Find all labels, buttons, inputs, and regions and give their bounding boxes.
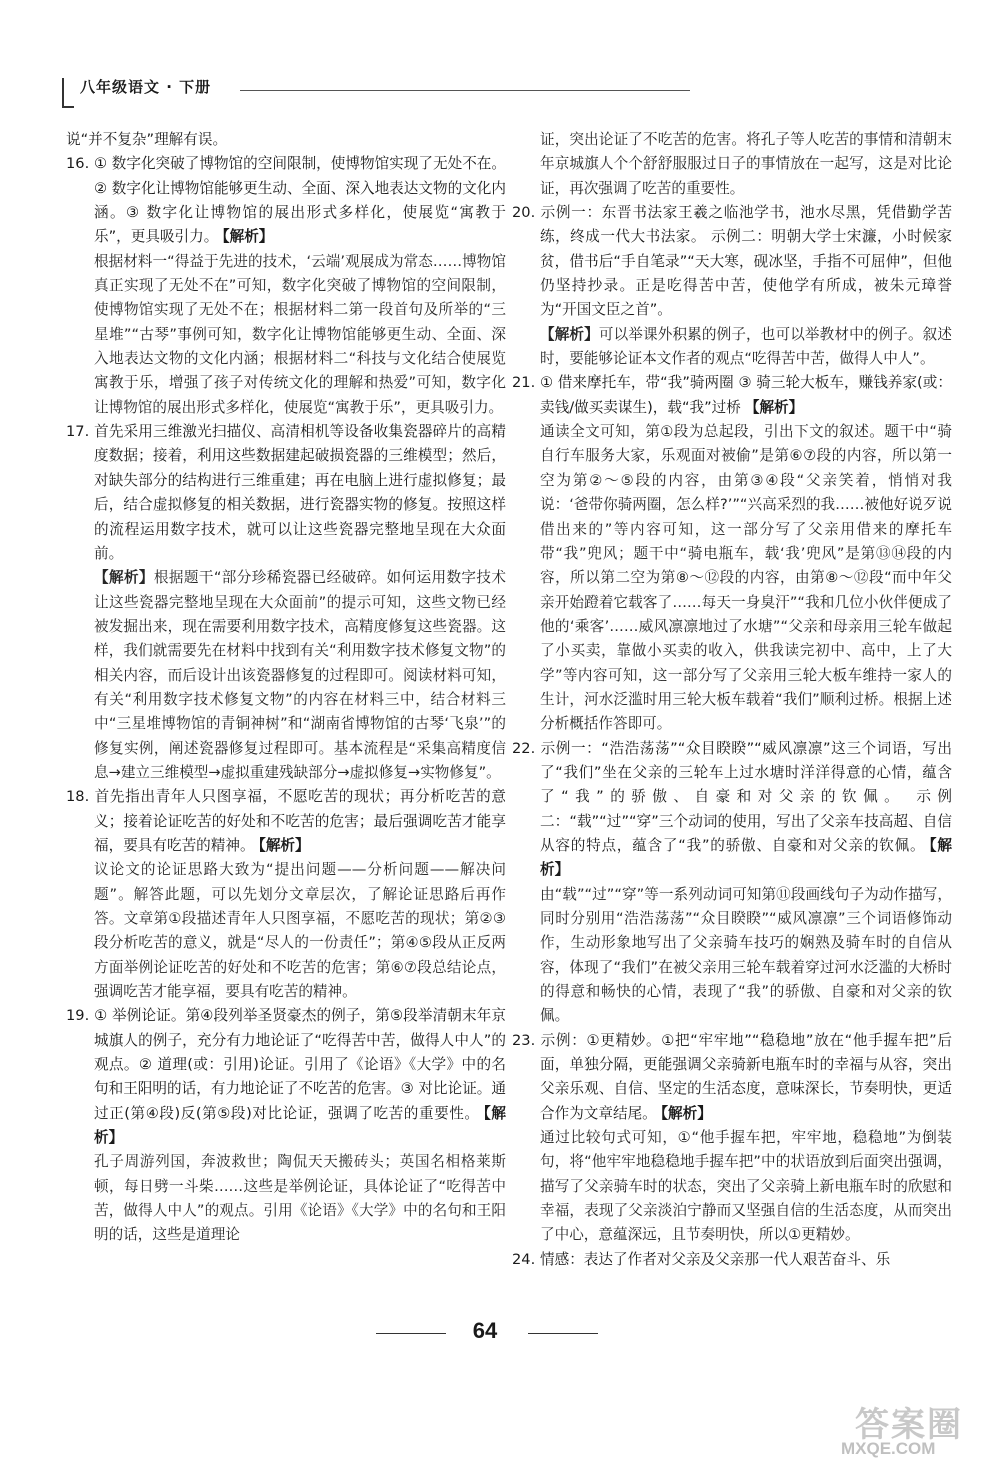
analysis-21: 通读全文可知，第①段为总起段，引出下文的叙述。题干中“骑自行车服务大家，乐观面对被偷”是第⑥⑦段的内容，所以第一空为第②～⑤段的内容，由第③④段“父亲笑着，悄悄对我说：‘爸带你骑两圈，怎么样?’”“兴高采烈的我……被他好说歹说借出来的”等内容可知，这一部分写了父亲用借来的摩托车带“我”兜风；题干中“骑电瓶车，载‘我’兜风”是第⑬⑭段的内容，所以第二空为第⑧～⑫段的内容，由第⑧～⑫段“而中年父亲开始蹬着它载客了……每天一身臭汗”“我和几位小伙伴便成了他的‘乘客’……威风凛凛地过了水塘”“父亲和母亲用三轮车做起了小买卖，靠做小买卖的收入，供我读完初中、高中，上了大学”等内容可知，这一部分写了父亲用三轮大板车维持一家人的生计，河水泛滥时用三轮大板车载着“我们”顺利过桥。根据上述分析概括作答即可。: [540, 423, 952, 733]
answer-text: ① 借来摩托车，带“我”骑两圈 ③ 骑三轮大板车，赚钱养家(或：卖钱/做买卖谋生)，载“我”过桥: [540, 374, 952, 416]
footer-rule-left: [376, 1333, 446, 1334]
answer-19: [66, 1004, 506, 1150]
analysis-tag: 【解析】: [94, 569, 154, 587]
analysis-tag: 【解析】: [222, 228, 274, 246]
answer-text: 示例：①更精妙。①把“牢牢地”“稳稳地”放在“他手握车把”后面，单独分隔，更能强调父亲骑新电瓶车时的幸福与从容，突出父亲乐观、自信、坚定的生活态度，意味深长，节奏明快，更适合作为文章结尾。: [540, 1031, 952, 1122]
analysis-23: 通过比较句式可知，①“他手握车把，牢牢地，稳稳地”为倒装句，将“他牢牢地稳稳地手握车把”中的状语放到后面突出强调，描写了父亲骑车时的状态，突出了父亲骑上新电瓶车时的欣慰和幸福，表现了父亲淡泊宁静而又坚强自信的生活态度，从而突出了中心，意蕴深远，且节奏明快，所以①更精妙。: [540, 1129, 952, 1244]
analysis-16: 根据材料一“得益于先进的技术，‘云端’观展成为常态……博物馆真正实现了无处不在”可知，数字化突破了博物馆的空间限制，使博物馆实现了无处不在；根据材料二第一段首句及所举的“三星堆”“古琴”事例可知，数字化让博物馆能够更生动、全面、深入地表达文物的文化内涵；根据材料二“科技与文化结合使展览寓教于乐，增强了孩子对传统文化的理解和热爱”可知，数字化让博物馆的展出形式多样化，使展览“寓教于乐”，更具吸引力。: [94, 252, 506, 416]
analysis-20: [512, 323, 952, 372]
question-number: 23.: [512, 1031, 536, 1049]
carryover-text: 说“并不复杂”理解有误。: [66, 131, 228, 148]
answer-22: [512, 737, 952, 883]
question-number: 20.: [512, 204, 536, 222]
analysis-tag: 【解析】: [258, 836, 310, 854]
analysis-19: 孔子周游列国，奔波救世；陶侃天天搬砖头；英国名相格莱斯顿，每日劈一斗柴……这些是举例论证，具体论证了“吃得苦中苦，做得人中人”的观点。引用《论语》《大学》中的名句和王阳明的话，这些是道理论: [94, 1153, 506, 1244]
answer-17: [66, 420, 506, 566]
analysis-text: 可以举课外积累的例子，也可以举教材中的例子。叙述时，要能够论证本文作者的观点“吃得苦中苦，做得人中人”。: [540, 325, 952, 368]
footer-rule-right: [528, 1333, 598, 1334]
watermark-url: MXQE.COM: [841, 1439, 936, 1458]
analysis-tag: 【解析】: [540, 836, 952, 879]
question-number: 17.: [66, 423, 90, 441]
answer-23: [512, 1029, 952, 1126]
header-title: 八年级语文 · 下册: [80, 78, 212, 96]
analysis-text: 根据题干“部分珍稀瓷器已经破碎。如何运用数字技术让这些瓷器完整地呈现在大众面前”的提示可知，这些文物已经被发掘出来，现在需要利用数字技术，高精度修复这些瓷器。这样，我们就需要先在材料中找到有关“利用数字技术修复文物”的相关内容，而后设计出该瓷器修复的过程即可。阅读材料可知，有关“利用数字技术修复文物”的内容在材料三中，结合材料三中“三星堆博物馆的青铜神树”和“湖南省博物馆的古琴‘飞泉’”的修复实例，阐述瓷器修复过程即可。基本流程是“采集高精度信息→建立三维模型→虚拟重建残缺部分→虚拟修复→实物修复”。: [94, 569, 506, 781]
analysis-tag: 【解析】: [540, 325, 599, 343]
analysis-17: [66, 566, 506, 785]
watermark: [835, 1395, 995, 1465]
question-number: 16.: [66, 155, 90, 173]
left-column: [66, 128, 506, 1248]
answer-text: ① 举例论证。第④段列举圣贤豪杰的例子，第⑤段举清朝末年京城旗人的例子，充分有力地论证了“吃得苦中苦，做得人中人”的观点。② 道理(或：引用)论证。引用了《论语》《大学》中的名句和王阳明的话，有力地论证了不吃苦的危害。③ 对比论证。通过正(第④段)反(第⑤段)对比论证，强调了吃苦的重要性。: [94, 1007, 506, 1122]
analysis-tag: 【解析】: [660, 1104, 712, 1122]
answer-21: [512, 371, 952, 420]
answer-text: ① 数字化突破了博物馆的空间限制，使博物馆实现了无处不在。② 数字化让博物馆能够更生动、全面、深入地表达文物的文化内涵。③ 数字化让博物馆的展出形式多样化，使展览“寓教于乐”，更具吸引力。: [94, 155, 506, 246]
answer-20: [512, 201, 952, 323]
question-number: 24.: [512, 1250, 536, 1268]
analysis-tag: 【解析】: [94, 1104, 506, 1147]
page-footer: [0, 1318, 1000, 1348]
question-number: 21.: [512, 374, 536, 392]
watermark-logo: 答案圈: [855, 1405, 963, 1445]
answer-24: [512, 1248, 952, 1272]
header-rule: [240, 90, 690, 91]
answer-text: 情感：表达了作者对父亲及父亲那一代人艰苦奋斗、乐: [540, 1250, 891, 1268]
analysis-tag: 【解析】: [744, 398, 804, 416]
header-bracket: [62, 78, 74, 108]
answer-text: 示例一：东晋书法家王羲之临池学书，池水尽黑，凭借勤学苦练，终成一代大书法家。 示例二：明朝大学士宋濂，小时候家贫，借书后“手自笔录”“天大寒，砚冰坚，手指不可屈伸”，但他仍坚持抄录。正是吃得苦中苦，使他学有所成，被朱元璋誉为“开国文臣之首”。: [540, 204, 952, 319]
page-number: 64: [472, 1318, 498, 1343]
carryover-analysis: 证，突出论证了不吃苦的危害。将孔子等人吃苦的事情和清朝末年京城旗人个个舒舒服服过日子的事情放在一起写，这是对比论证，再次强调了吃苦的重要性。: [540, 131, 952, 197]
right-column: [512, 128, 952, 1272]
answer-18: [66, 785, 506, 858]
page-header: [62, 72, 662, 108]
answer-text: 示例一：“浩浩荡荡”“众目睽睽”“威风凛凛”这三个词语，写出了“我们”坐在父亲的三轮车上过水塘时洋洋得意的心情，蕴含了“我”的骄傲、自豪和对父亲的钦佩。 示例二：“载”“过”“穿”三个动词的使用，写出了父亲车技高超、自信从容的特点，蕴含了“我”的骄傲、自豪和对父亲的钦佩。: [540, 739, 952, 854]
analysis-22: 由“载”“过”“穿”等一系列动词可知第⑪段画线句子为动作描写，同时分别用“浩浩荡荡”“众目睽睽”“威风凛凛”三个词语修饰动作，生动形象地写出了父亲骑车技巧的娴熟及骑车时的自信从容，体现了“我们”在被父亲用三轮车载着穿过河水泛滥的大桥时的得意和畅快的心情，表现了“我”的骄傲、自豪和对父亲的钦佩。: [540, 885, 952, 1025]
question-number: 19.: [66, 1007, 90, 1025]
answer-16: [66, 152, 506, 249]
analysis-18: 议论文的论证思路大致为“提出问题——分析问题——解决问题”。解答此题，可以先划分文章层次，了解论证思路后再作答。文章第①段描述青年人只图享福，不愿吃苦的现状；第②③段分析吃苦的意义，就是“尽人的一份责任”；第④⑤段从正反两方面举例论证吃苦的好处和不吃苦的危害；第⑥⑦段总结论点，强调吃苦才能享福，要具有吃苦的精神。: [94, 861, 506, 1001]
answer-text: 首先指出青年人只图享福，不愿吃苦的现状；再分析吃苦的意义；接着论证吃苦的好处和不吃苦的危害；最后强调吃苦才能享福，要具有吃苦的精神。: [94, 788, 506, 854]
answer-text: 首先采用三维激光扫描仪、高清相机等设备收集瓷器碎片的高精度数据；接着，利用这些数据建起破损瓷器的三维模型；然后，对缺失部分的结构进行三维重建；再在电脑上进行虚拟修复；最后，结合虚拟修复的相关数据，进行瓷器实物的修复。按照这样的流程运用数字技术，就可以让这些瓷器完整地呈现在大众面前。: [94, 423, 506, 562]
question-number: 18.: [66, 788, 90, 806]
question-number: 22.: [512, 739, 536, 757]
